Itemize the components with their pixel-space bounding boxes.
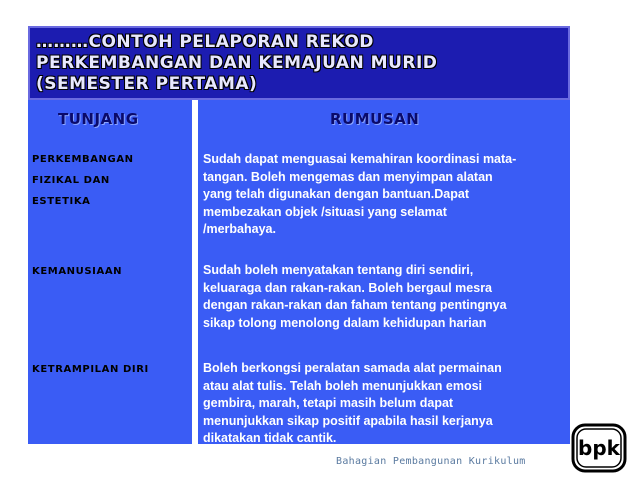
rumusan-line: dengan rakan-rakan dan faham tentang pentingnya — [203, 298, 507, 312]
rumusan-line: sikap tolong menolong dalam kehidupan harian — [203, 315, 487, 330]
slide-title-line-1: ………CONTOH PELAPORAN REKOD — [36, 32, 374, 52]
rumusan-line: Sudah boleh menyatakan tentang diri sendiri, — [203, 263, 474, 277]
tunjang-line: KEMANUSIAAN — [32, 266, 123, 277]
header-rumusan: RUMUSAN — [330, 110, 420, 128]
rumusan-line: dikatakan tidak cantik. — [203, 431, 337, 445]
rumusan-line: gembira, marah, tetapi masih belum dapat — [203, 396, 454, 410]
header-tunjang: TUNJANG — [58, 110, 139, 128]
slide-title-line-2: PERKEMBANGAN DAN KEMAJUAN MURID — [36, 53, 438, 73]
bpk-logo-icon — [570, 422, 628, 474]
rumusan-line: menunjukkan sikap positif apabila hasil kerjanya — [203, 413, 493, 428]
tunjang-line: FIZIKAL DAN — [32, 175, 110, 186]
rumusan-line: keluaraga dan rakan-rakan. Boleh bergaul mesra — [203, 280, 493, 295]
footer-text: Bahagian Pembangunan Kurikulum — [336, 456, 526, 467]
slide-title-box — [28, 26, 570, 100]
table-row-2-tunjang — [32, 261, 190, 282]
slide-title-line-3: (SEMESTER PERTAMA) — [36, 74, 258, 94]
table-row-1-tunjang — [32, 149, 190, 212]
rumusan-line: tangan. Boleh mengemas dan menyimpan alatan — [203, 169, 493, 184]
rumusan-line: membezakan objek /situasi yang selamat — [203, 204, 447, 219]
table-row-2-rumusan — [203, 262, 565, 332]
tunjang-line: PERKEMBANGAN — [32, 154, 134, 165]
tunjang-line: ESTETIKA — [32, 196, 91, 207]
table-column-divider — [192, 100, 198, 444]
rumusan-line: /merbahaya. — [203, 222, 276, 236]
logo-text: bpk — [578, 436, 620, 460]
tunjang-line: KETRAMPILAN DIRI — [32, 364, 149, 375]
table-row-3-rumusan — [203, 360, 565, 448]
rumusan-line: Boleh berkongsi peralatan samada alat permainan — [203, 361, 502, 375]
rumusan-line: Sudah dapat menguasai kemahiran koordinasi mata- — [203, 152, 517, 166]
table-row-3-tunjang — [32, 359, 190, 380]
table-row-1-rumusan — [203, 151, 565, 239]
rumusan-line: atau alat tulis. Telah boleh menunjukkan emosi — [203, 378, 482, 393]
rumusan-line: yang telah digunakan dengan bantuan.Dapat — [203, 187, 470, 201]
